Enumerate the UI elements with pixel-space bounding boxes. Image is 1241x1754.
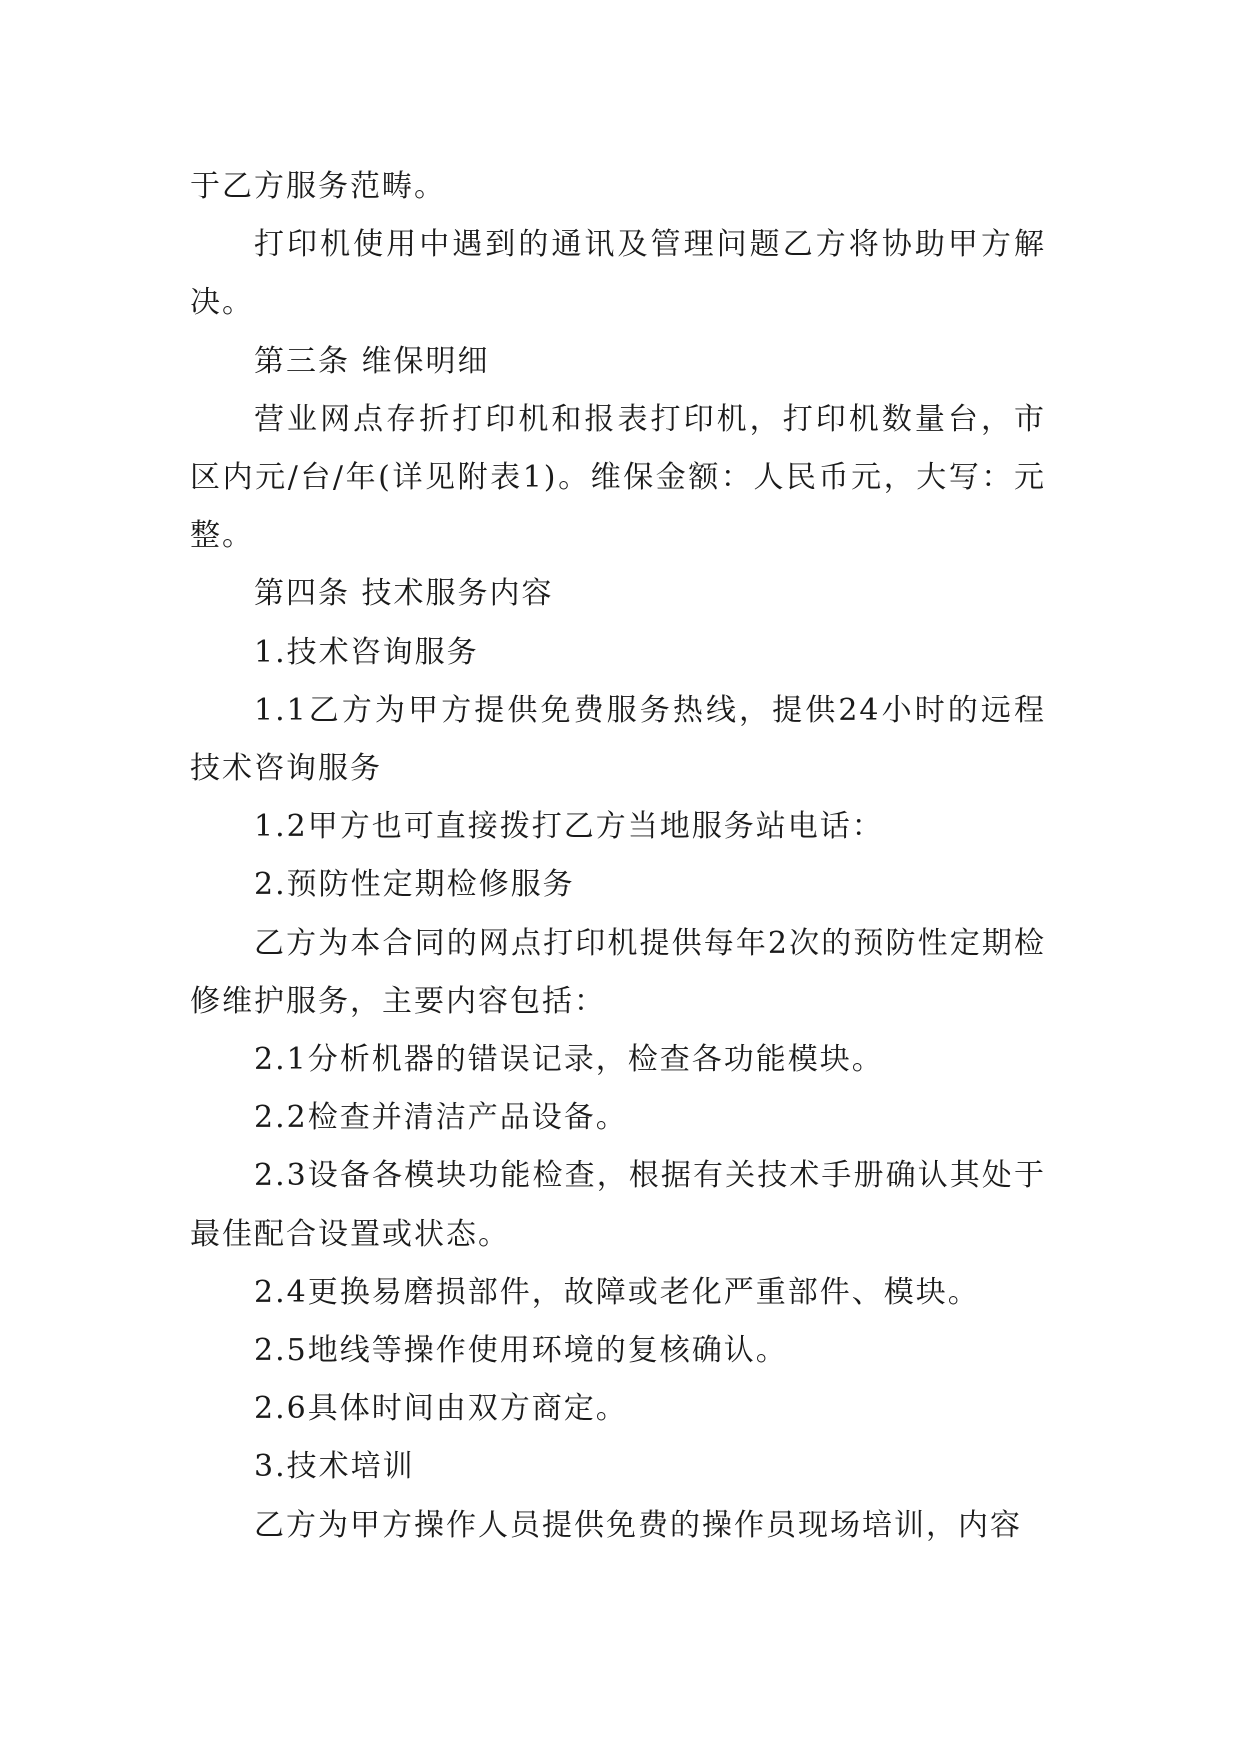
section-heading-article-3: 第三条 维保明细	[254, 343, 490, 379]
paragraph-maintenance-details: 营业网点存折打印机和报表打印机，打印机数量台，市区内元/台/年(详见附表1)。维保金额：人民币元，大写：元整。	[190, 401, 1046, 554]
subheading-tech-consulting: 1.技术咨询服务	[254, 634, 479, 670]
item-1-1: 1.1乙方为甲方提供免费服务热线，提供24小时的远程技术咨询服务	[190, 692, 1046, 787]
paragraph-preventive-maintenance: 乙方为本合同的网点打印机提供每年2次的预防性定期检修维护服务，主要内容包括：	[190, 925, 1046, 1019]
subheading-preventive-maintenance: 2.预防性定期检修服务	[254, 867, 575, 903]
item-2-6: 2.6具体时间由双方商定。	[254, 1391, 628, 1427]
item-2-2: 2.2检查并清洁产品设备。	[254, 1100, 628, 1136]
item-2-5: 2.5地线等操作使用环境的复核确认。	[254, 1333, 788, 1369]
document-body	[190, 158, 1046, 1555]
item-2-4: 2.4更换易磨损部件，故障或老化严重部件、模块。	[254, 1274, 980, 1310]
item-2-3: 2.3设备各模块功能检查，根据有关技术手册确认其处于最佳配合设置或状态。	[190, 1158, 1046, 1252]
subheading-tech-training: 3.技术培训	[254, 1449, 415, 1485]
section-heading-article-4: 第四条 技术服务内容	[254, 576, 554, 612]
item-1-2: 1.2甲方也可直接拨打乙方当地服务站电话：	[254, 809, 884, 845]
item-2-1: 2.1分析机器的错误记录，检查各功能模块。	[254, 1042, 884, 1078]
paragraph-printer-issues: 打印机使用中遇到的通讯及管理问题乙方将协助甲方解决。	[190, 227, 1046, 321]
paragraph-continuation: 于乙方服务范畴。	[190, 169, 446, 204]
paragraph-tech-training: 乙方为甲方操作人员提供免费的操作员现场培训，内容	[254, 1507, 1022, 1543]
